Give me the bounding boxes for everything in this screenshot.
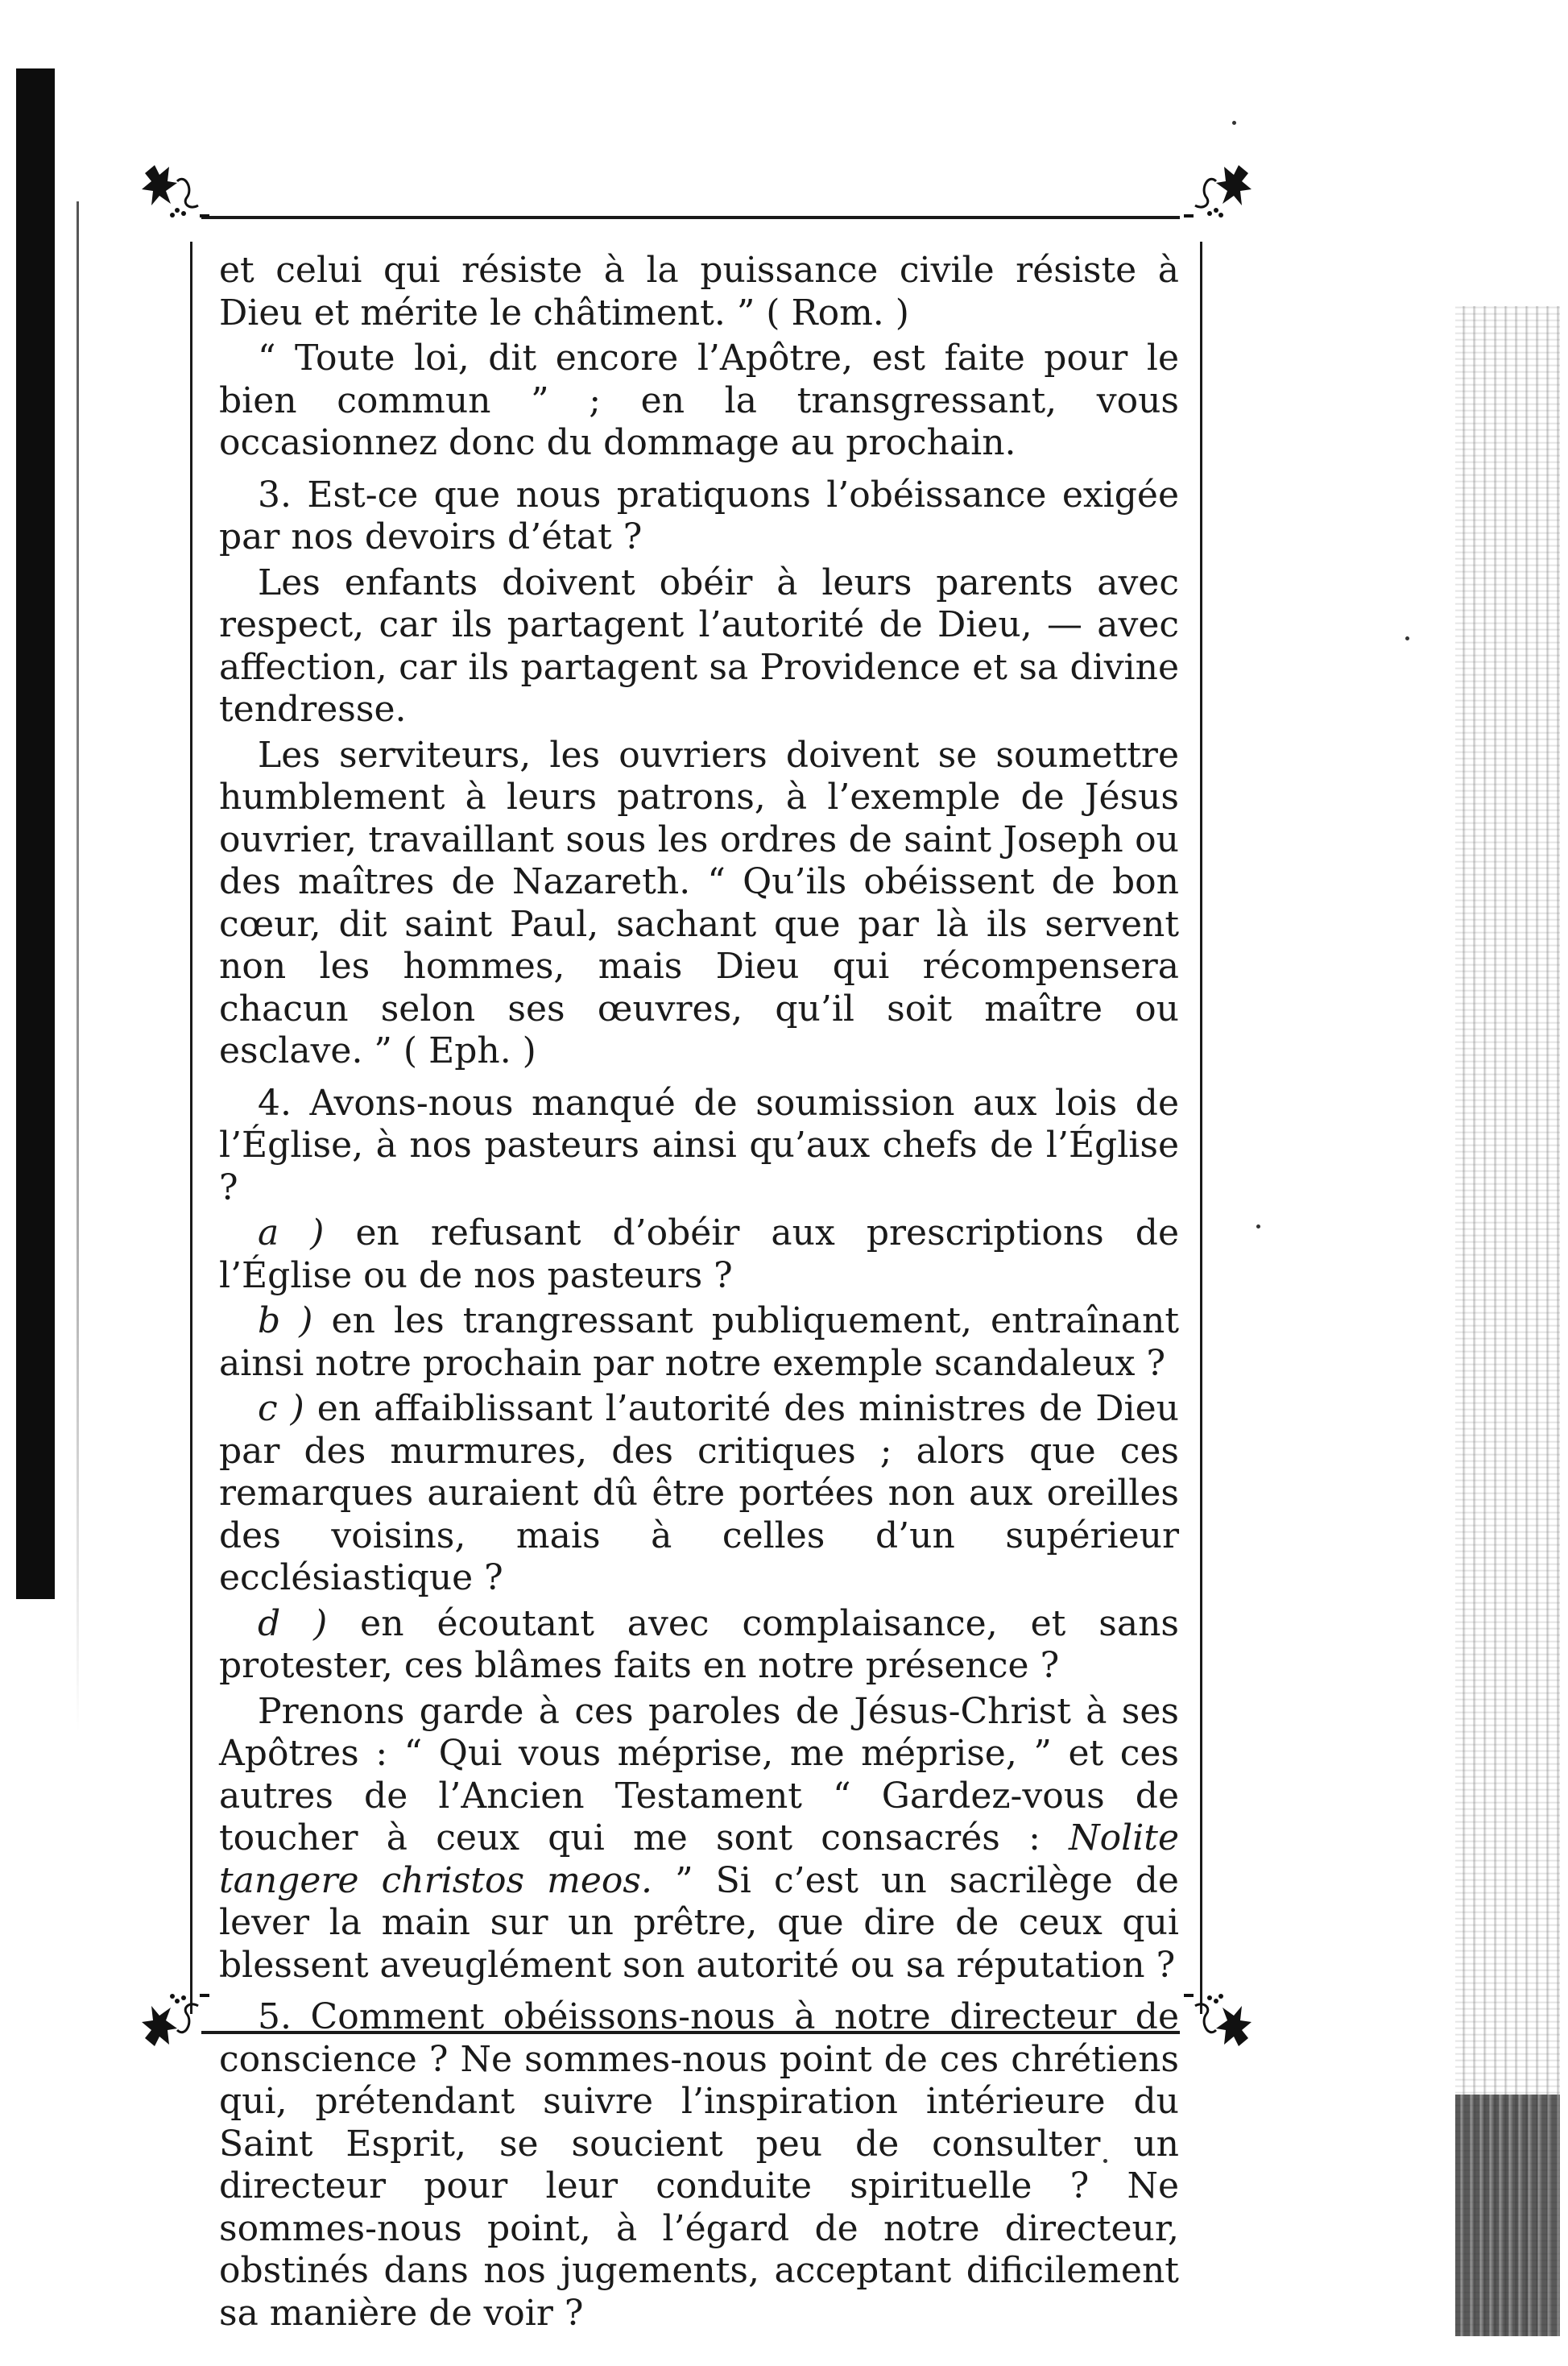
list-item xyxy=(219,1212,1179,1297)
paragraph: Les enfants doivent obéir à leurs parents avec respect, car ils partagent l’autorité de Dieu, — avec affection, car ils partagent sa Providence et sa divine tendresse. xyxy=(219,561,1179,730)
list-item-text: en affaiblissant l’autorité des ministres de Dieu par des murmures, des critiques ; alors que ces remarques auraient dû être portées non aux oreilles des voisins, mais à celles d’un supérieur ecclésiastique ? xyxy=(219,1388,1180,1598)
list-item-text: en écoutant avec complaisance, et sans protester, ces blâmes faits en notre présence ? xyxy=(219,1602,1179,1686)
paragraph: et celui qui résiste à la puissance civile résiste à Dieu et mérite le châtiment. ” ( Rom. ) xyxy=(219,250,1179,334)
scan-edge-texture xyxy=(1455,306,1560,2336)
corner-ornament-icon xyxy=(137,1990,209,2054)
corner-ornament-icon xyxy=(137,157,209,222)
corner-ornament-icon xyxy=(1184,1990,1256,2054)
paragraph xyxy=(219,1691,1179,1987)
list-item xyxy=(219,1388,1179,1600)
binding-shadow xyxy=(77,201,79,1732)
binding-gutter xyxy=(16,68,55,1599)
question-paragraph: 4. Avons-nous manqué de soumission aux lois de l’Église, à nos pasteurs ainsi qu’aux chefs de l’Église ? xyxy=(219,1082,1179,1208)
quote-text: Prenons garde à ces paroles de Jésus-Christ à ses Apôtres : “ Qui vous méprise, me méprise, ” et ces autres de l’Ancien Testament “ Gardez-vous de toucher à ceux qui me sont consacrés : xyxy=(219,1690,1179,1858)
list-item-text: en les trangressant publiquement, entraînant ainsi notre prochain par notre exemple scandaleux ? xyxy=(219,1300,1180,1384)
list-marker: d ) xyxy=(258,1602,328,1644)
scan-speck xyxy=(1256,1224,1260,1229)
frame-top-border xyxy=(201,216,1180,219)
question-paragraph: 5. Comment obéissons-nous à notre directeur de conscience ? Ne sommes-nous point de ces chrétiens qui, prétendant suivre l’inspiration intérieure du Saint Esprit, se soucient peu de consulter un directeur pour leur conduite spirituelle ? Ne sommes-nous point, à l’égard de notre directeur, obstinés dans nos jugements, acceptant dificilement sa manière de voir ? xyxy=(219,1996,1179,2334)
paragraph: “ Toute loi, dit encore l’Apôtre, est faite pour le bien commun ” ; en la transgressant, vous occasionnez donc du dommage au prochain. xyxy=(219,338,1179,463)
list-item-text: en refusant d’obéir aux prescriptions de l’Église ou de nos pasteurs ? xyxy=(219,1212,1179,1296)
list-item xyxy=(219,1603,1179,1688)
scan-speck xyxy=(1405,636,1409,640)
list-marker: b ) xyxy=(258,1300,313,1341)
question-paragraph: 3. Est-ce que nous pratiquons l’obéissance exigée par nos devoirs d’état ? xyxy=(219,474,1179,557)
frame-right-border xyxy=(1200,242,1202,2014)
list-item xyxy=(219,1300,1179,1385)
latin-quote: Nolite tangere christos meos. xyxy=(219,1817,1179,1901)
quote-text: ” Si c’est un sacrilège de lever la main sur un prêtre, que dire de ceux qui blessent aveuglément son autorité ou sa réputation ? xyxy=(219,1859,1179,1986)
page-body xyxy=(219,250,1179,2338)
scan-speck xyxy=(1232,121,1236,125)
corner-ornament-icon xyxy=(1184,157,1256,222)
list-marker: c ) xyxy=(258,1388,304,1429)
frame-left-border xyxy=(190,242,192,2014)
scan-edge-dark xyxy=(1455,2095,1560,2336)
list-marker: a ) xyxy=(258,1212,325,1253)
paragraph: Les serviteurs, les ouvriers doivent se soumettre humblement à leurs patrons, à l’exemple de Jésus ouvrier, travaillant sous les ordres de saint Joseph ou des maîtres de Nazareth. “ Qu’ils obéissent de bon cœur, dit saint Paul, sachant que par là ils servent non les hommes, mais Dieu qui récompensera chacun selon ses œuvres, qu’il soit maître ou esclave. ” ( Eph. ) xyxy=(219,734,1179,1071)
